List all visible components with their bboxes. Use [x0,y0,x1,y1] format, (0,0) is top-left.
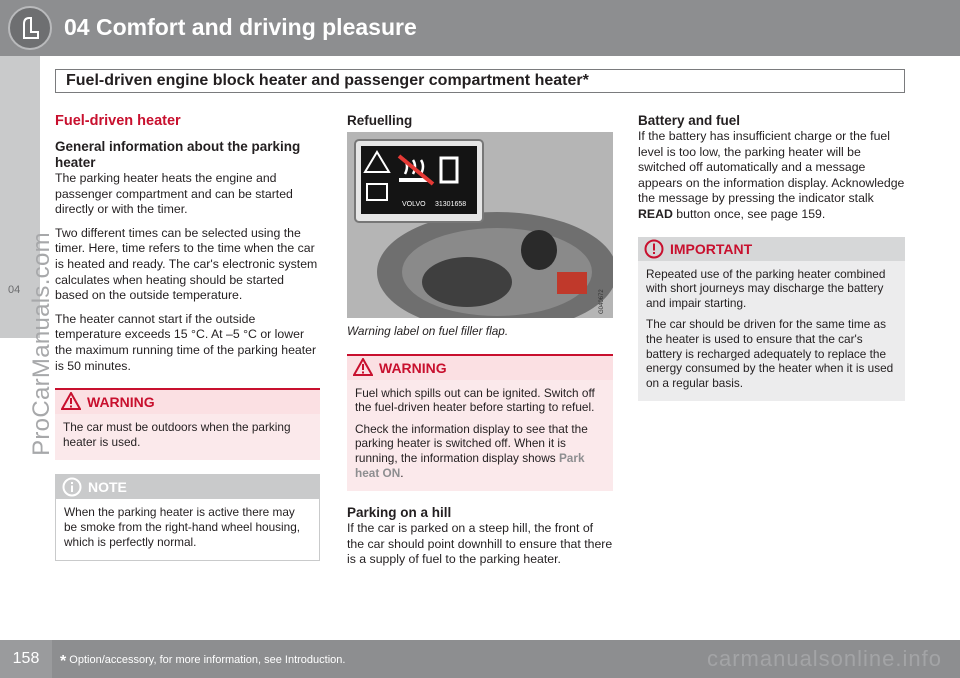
photo-caption: Warning label on fuel filler flap. [347,324,509,338]
heading-fuel-driven-heater: Fuel-driven heater [55,113,181,129]
paragraph: Two different times can be selected using the timer. Here, time refers to the time when the car is heated and ready. The car's electronic system calculates when heating should be started based on the outside temperature. [55,225,318,303]
heading-battery-and-fuel: Battery and fuel [638,113,741,128]
page-number: 158 [0,640,52,678]
paragraph: The heater cannot start if the outside temperature exceeds 15 °C. At –5 °C or lower the maximum running time of the parking heater is 50 minutes. [55,311,317,373]
fuel-filler-flap-photo [347,132,613,318]
display-message: Park heat ON [355,450,585,480]
chapter-number: 04 [8,284,21,296]
note-header [56,475,319,499]
footer-note: * Option/accessory, for more information, see Introduction. [60,653,346,670]
chapter-title: 04 Comfort and driving pleasure [64,14,417,40]
warning-text: Check the information display to see that the parking heater is switched off. When it is running, the information display shows Park heat ON. [355,421,588,480]
paragraph: The parking heater heats the engine and passenger compartment and can be started directly or with the timer. [55,171,293,217]
column-1 [55,113,320,561]
footer-watermark: carmanualsonline.info [706,646,942,671]
warning-triangle-icon [61,392,81,415]
read-button-label: READ [638,206,673,221]
info-icon [62,477,82,502]
important-text: Repeated use of the parking heater combined with short journeys may discharge the battery and impair starting. [646,266,886,310]
paragraph: If the battery has insufficient charge or the fuel level is too low, the parking heater will be switched off automatically and a message appears on the information display. Acknowledge the message by pressing the indicator stalk READ button once, see page 159. [638,129,905,221]
heading-refuelling: Refuelling [347,113,413,128]
important-header [638,237,905,261]
warning-box [55,388,320,460]
label-part-number: 31301658 [435,201,467,208]
page-footer [0,640,960,678]
important-text: The car should be driven for the same time as the heater is used to ensure that the car's battery is recharged adequately to replace the energy consumed by the heater when it is used on a regular basis. [646,317,894,390]
warning-label: WARNING [379,359,447,376]
important-label: IMPORTANT [670,240,753,257]
warning-label: WARNING [87,394,155,411]
column-2 [347,113,613,576]
note-box [55,474,320,561]
warning-header [347,354,613,380]
warning-text: Fuel which spills out can be ignited. Switch off the fuel-driven heater before starting to refuel. [355,385,595,415]
warning-triangle-icon [353,358,373,381]
section-title-bar [55,69,905,93]
section-title: Fuel-driven engine block heater and passenger compartment heater* [66,72,589,89]
subheading-general-info: General information about the parking heater [55,139,301,170]
note-text: When the parking heater is active there may be smoke from the right-hand wheel housing, which is perfectly normal. [64,505,301,549]
note-label: NOTE [88,479,127,496]
seat-icon [8,6,52,50]
warning-text: The car must be outdoors when the parking heater is used. [63,420,291,449]
label-brand: VOLVO [402,201,426,208]
page-header [0,0,960,56]
column-3 [638,113,905,401]
heading-parking-on-hill: Parking on a hill [347,505,452,521]
important-box [638,237,905,402]
side-watermark: ProCarManuals.com [28,232,55,456]
warning-box [347,354,613,492]
warning-header [55,388,320,414]
paragraph: If the car is parked on a steep hill, the front of the car should point downhill to ensure that there is a supply of fuel to the parking heater. [347,521,613,567]
exclamation-icon [644,239,664,264]
image-code: G040672 [599,289,605,314]
